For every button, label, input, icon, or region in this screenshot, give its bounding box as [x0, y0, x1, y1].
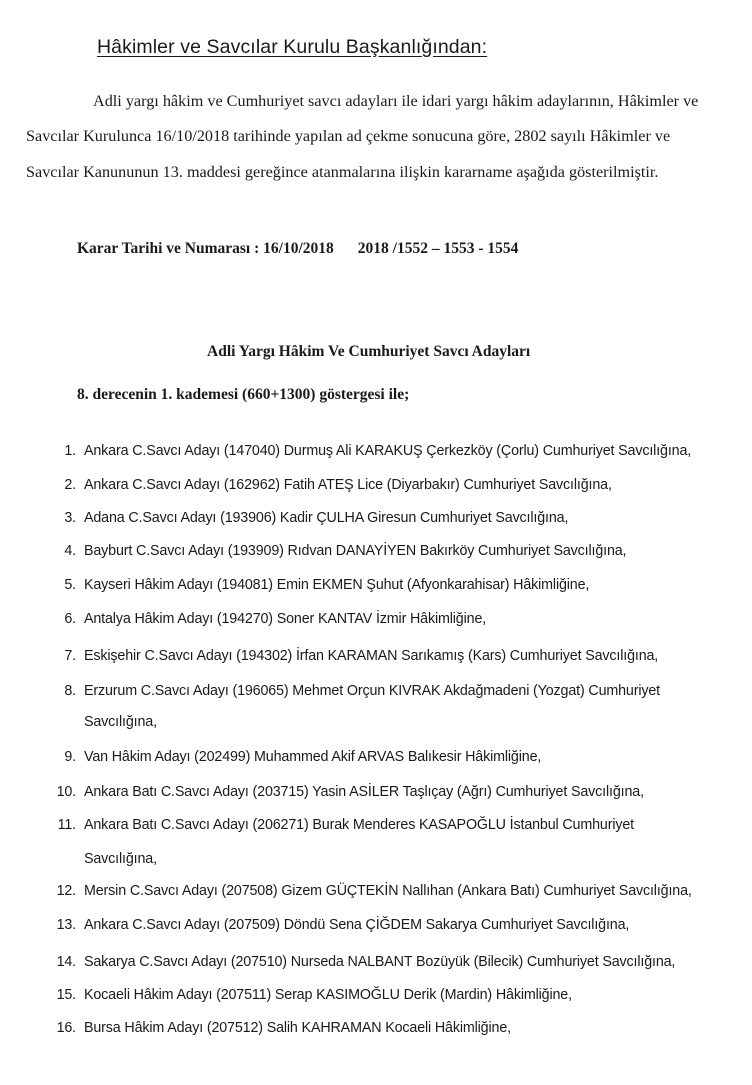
list-item-text: Kayseri Hâkim Adayı (194081) Emin EKMEN Şuhut (Afyonkarahisar) Hâkimliğine,	[84, 577, 590, 593]
list-item-continuation: Savcılığına,	[84, 851, 157, 867]
list-item	[42, 784, 644, 800]
list-item	[42, 510, 568, 526]
list-item-number: 10.	[56, 784, 76, 800]
list-item-continuation: Savcılığına,	[84, 714, 157, 730]
list-item	[42, 611, 486, 627]
decision-line	[77, 240, 518, 258]
list-item-number: 6.	[64, 611, 76, 627]
list-item-number: 14.	[56, 954, 76, 970]
list-item	[42, 987, 572, 1003]
list-item-number: 2.	[64, 477, 76, 493]
intro-line-1: Adli yargı hâkim ve Cumhuriyet savcı adayları ile idari yargı hâkim adaylarının, Hâkimler ve	[93, 92, 699, 110]
list-item-text: Erzurum C.Savcı Adayı (196065) Mehmet Orçun KIVRAK Akdağmadeni (Yozgat) Cumhuriyet	[84, 683, 660, 699]
section-title: Adli Yargı Hâkim Ve Cumhuriyet Savcı Adayları	[207, 343, 531, 360]
grade-line: 8. derecenin 1. kademesi (660+1300) göstergesi ile;	[77, 386, 410, 403]
list-item	[42, 543, 626, 559]
decision-label: Karar Tarihi ve Numarası : 16/10/2018	[77, 240, 334, 257]
list-item	[42, 477, 612, 493]
list-item-number: 5.	[64, 577, 76, 593]
list-item	[42, 917, 629, 933]
list-item-number: 8.	[64, 683, 76, 699]
document-heading: Hâkimler ve Savcılar Kurulu Başkanlığından:	[97, 36, 488, 58]
list-item-number: 7.	[64, 648, 76, 664]
list-item-text: Adana C.Savcı Adayı (193906) Kadir ÇULHA Giresun Cumhuriyet Savcılığına,	[84, 510, 569, 526]
decision-numbers: 2018 /1552 – 1553 - 1554	[357, 240, 519, 257]
list-item	[42, 954, 675, 970]
intro-line-3: Savcılar Kanununun 13. maddesi gereğince atanmalarına ilişkin kararname aşağıda gösterilmiştir.	[26, 163, 659, 181]
list-item-text: Bursa Hâkim Adayı (207512) Salih KAHRAMAN Kocaeli Hâkimliğine,	[84, 1020, 511, 1036]
list-item	[42, 577, 589, 593]
list-item-text: Ankara C.Savcı Adayı (162962) Fatih ATEŞ Lice (Diyarbakır) Cumhuriyet Savcılığına,	[84, 477, 612, 493]
list-item-text: Mersin C.Savcı Adayı (207508) Gizem GÜÇTEKİN Nallıhan (Ankara Batı) Cumhuriyet Savcılığına,	[84, 883, 692, 899]
list-item-number: 4.	[64, 543, 76, 559]
list-item-text: Ankara C.Savcı Adayı (147040) Durmuş Ali KARAKUŞ Çerkezköy (Çorlu) Cumhuriyet Savcılığına,	[84, 443, 692, 459]
list-item-number: 13.	[56, 917, 76, 933]
list-item-number: 3.	[64, 510, 76, 526]
list-item	[42, 648, 658, 664]
list-item-number: 9.	[64, 749, 76, 765]
list-item	[42, 1020, 511, 1036]
list-item-text: Kocaeli Hâkim Adayı (207511) Serap KASIMOĞLU Derik (Mardin) Hâkimliğine,	[84, 987, 572, 1003]
list-item-number: 15.	[56, 987, 76, 1003]
list-item-text: Eskişehir C.Savcı Adayı (194302) İrfan KARAMAN Sarıkamış (Kars) Cumhuriyet Savcılığına,	[84, 648, 659, 664]
list-item	[42, 683, 660, 699]
list-item-text: Sakarya C.Savcı Adayı (207510) Nurseda NALBANT Bozüyük (Bilecik) Cumhuriyet Savcılığına,	[84, 954, 676, 970]
list-item-number: 1.	[64, 443, 76, 459]
list-item-text: Bayburt C.Savcı Adayı (193909) Rıdvan DANAYİYEN Bakırköy Cumhuriyet Savcılığına,	[84, 543, 627, 559]
list-item-text: Ankara Batı C.Savcı Adayı (203715) Yasin ASİLER Taşlıçay (Ağrı) Cumhuriyet Savcılığına,	[84, 784, 644, 800]
list-item-number: 12.	[56, 883, 76, 899]
list-item-text: Ankara C.Savcı Adayı (207509) Döndü Sena ÇİĞDEM Sakarya Cumhuriyet Savcılığına,	[84, 917, 630, 933]
intro-line-2: Savcılar Kurulunca 16/10/2018 tarihinde yapılan ad çekme sonucuna göre, 2802 sayılı Hâkimler ve	[26, 127, 671, 145]
list-item-text: Antalya Hâkim Adayı (194270) Soner KANTAV İzmir Hâkimliğine,	[84, 611, 487, 627]
list-item-text: Van Hâkim Adayı (202499) Muhammed Akif ARVAS Balıkesir Hâkimliğine,	[84, 749, 542, 765]
list-item-text: Ankara Batı C.Savcı Adayı (206271) Burak Menderes KASAPOĞLU İstanbul Cumhuriyet	[84, 817, 634, 833]
list-item-number: 11.	[57, 817, 76, 833]
list-item	[42, 883, 692, 899]
list-item	[42, 443, 691, 459]
list-item	[42, 749, 541, 765]
list-item-number: 16.	[56, 1020, 76, 1036]
list-item	[42, 817, 634, 833]
